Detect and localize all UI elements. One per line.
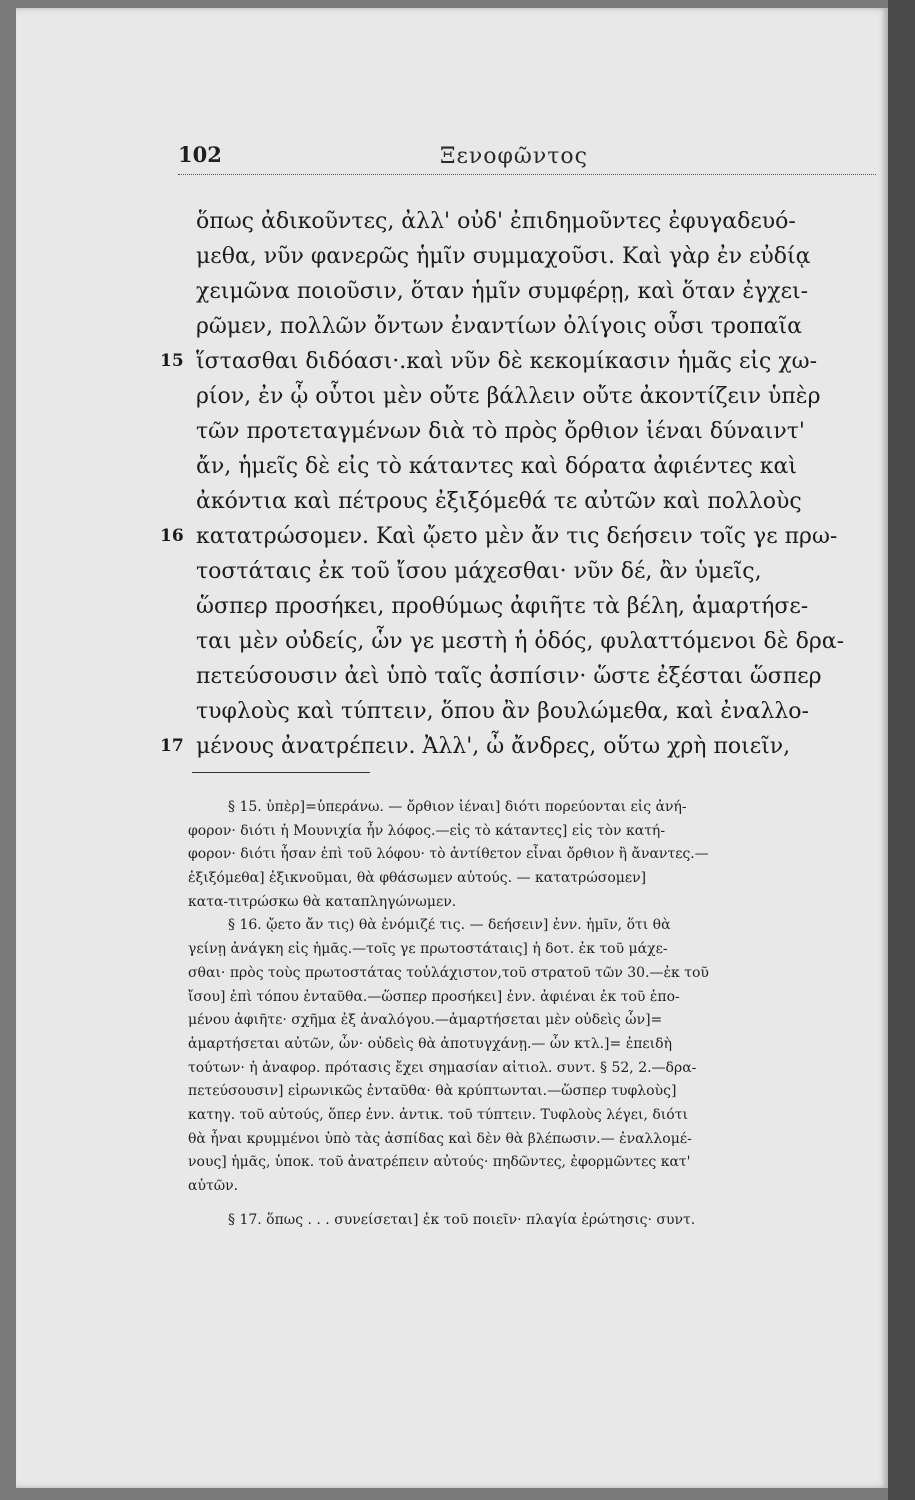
note-line: ἴσου] ἐπὶ τόπου ἐνταῦθα.—ὥσπερ προσήκει] ἐνν. ἀφιέναι ἐκ τοῦ ἑπο- [188, 988, 680, 1005]
text-line [150, 449, 890, 484]
text-line [150, 484, 890, 519]
text-line [150, 239, 890, 274]
line-text: πετεύσουσιν ἀεὶ ὑπὸ ταῖς ἀσπίσιν· ὥστε ἐξέσται ὥσπερ [196, 664, 822, 689]
text-line [150, 729, 890, 764]
note-line: νους] ἡμᾶς, ὑποκ. τοῦ ἀνατρέπειν αὐτούς· πηδῶντες, ἐφορμῶντες κατ' [188, 1154, 691, 1171]
note-line: § 15. ὑπὲρ]=ὑπεράνω. — ὄρθιον ἰέναι] διότι πορεύονται εἰς ἀνή- [228, 799, 687, 815]
commentary-notes [188, 796, 878, 1232]
note-line: πετεύσουσιν] εἰρωνικῶς ἐνταῦθα· θὰ κρύπτωνται.—ὥσπερ τυφλοὺς] [188, 1083, 677, 1100]
main-text [150, 204, 890, 764]
line-text: μένους ἀνατρέπειν. Ἀλλ', ὦ ἄνδρες, οὕτω χρὴ ποιεῖν, [196, 734, 791, 759]
note-line: § 17. ὅπως . . . συνείσεται] ἐκ τοῦ ποιεῖν· πλαγία ἐρώτησις· συντ. [228, 1211, 696, 1228]
line-text: κατατρώσομεν. Καὶ ᾤετο μὲν ἄν τις δεήσειν τοῖς γε πρω- [196, 524, 838, 549]
note-line: φορον· διότι ἡ Μουνιχία ἦν λόφος.—εἰς τὸ κάταντες] εἰς τὸν κατή- [188, 822, 666, 839]
note-line: § 16. ᾤετο ἄν τις) θὰ ἐνόμιζέ τις. — δεήσειν] ἐνν. ἡμῖν, ὅτι θὰ [228, 917, 671, 934]
text-line [150, 344, 890, 379]
line-text: ἄν, ἡμεῖς δὲ εἰς τὸ κάταντες καὶ δόρατα ἀφιέντες καὶ [196, 454, 798, 479]
line-text: ται μὲν οὐδείς, ὧν γε μεστὴ ἡ ὁδός, φυλαττόμενοι δὲ δρα- [196, 629, 845, 654]
note-line: τούτων· ἡ ἀναφορ. πρότασις ἔχει σημασίαν αἰτιολ. συντ. § 52, 2.—δρα- [188, 1059, 697, 1076]
note-line: ἁμαρτήσεται αὐτῶν, ὧν· οὐδεὶς θὰ ἀποτυγχάνῃ.— ὧν κτλ.]= ἐπειδὴ [188, 1035, 672, 1052]
line-text: ὅπως ἀδικοῦντες, ἀλλ' οὐδ' ἐπιδημοῦντες ἐφυγαδευό- [196, 209, 796, 234]
line-text: ρῶμεν, πολλῶν ὄντων ἐναντίων ὀλίγοις οὖσι τροπαῖα [196, 314, 802, 339]
note-line: γείνῃ ἀνάγκη εἰς ἡμᾶς.—τοῖς γε πρωτοστάταις] ἡ δοτ. ἐκ τοῦ μάχε- [188, 941, 668, 958]
line-text: ρίον, ἐν ᾧ οὗτοι μὲν οὔτε βάλλειν οὔτε ἀκοντίζειν ὑπὲρ [196, 384, 821, 409]
line-text: μεθα, νῦν φανερῶς ἡμῖν συμμαχοῦσι. Καὶ γὰρ ἐν εὐδίᾳ [196, 244, 811, 269]
line-text: ὥσπερ προσήκει, προθύμως ἀφιῆτε τὰ βέλη, ἁμαρτήσε- [196, 594, 809, 619]
line-text: ἀκόντια καὶ πέτρους ἐξιξόμεθά τε αὐτῶν καὶ πολλοὺς [196, 489, 802, 514]
note-line: αὐτῶν. [188, 1178, 239, 1194]
running-head: Ξενοφῶντος [440, 144, 588, 169]
note-line: μένου ἀφιῆτε· σχῆμα ἐξ ἀναλόγου.—ἁμαρτήσεται μὲν οὐδεὶς ὧν]= [188, 1012, 663, 1029]
section-number: 16 [160, 526, 184, 546]
section-number: 17 [160, 736, 184, 756]
text-line [150, 624, 890, 659]
line-text: χειμῶνα ποιοῦσιν, ὅταν ἡμῖν συμφέρῃ, καὶ ὅταν ἐγχει- [196, 279, 809, 304]
text-line [150, 694, 890, 729]
footnote-rule [192, 772, 370, 773]
text-line [150, 414, 890, 449]
text-line [150, 589, 890, 624]
note-line: κατηγ. τοῦ αὐτούς, ὅπερ ἐνν. ἀντικ. τοῦ τύπτειν. Τυφλοὺς λέγει, διότι [188, 1106, 688, 1123]
text-line [150, 554, 890, 589]
page-header [178, 142, 878, 182]
scan-edge [888, 0, 915, 1500]
line-text: ἵστασθαι διδόασι·.καὶ νῦν δὲ κεκομίκασιν ἡμᾶς εἰς χω- [196, 349, 818, 374]
line-text: τῶν προτεταγμένων διὰ τὸ πρὸς ὄρθιον ἰέναι δύναιντ' [196, 419, 805, 444]
section-number: 15 [160, 351, 184, 371]
text-line [150, 309, 890, 344]
note-line: φορον· διότι ἦσαν ἐπὶ τοῦ λόφου· τὸ ἀντίθετον εἶναι ὄρθιον ἢ ἄναντες.— [188, 846, 709, 863]
note-line: θὰ ἦναι κρυμμένοι ὑπὸ τὰς ἀσπίδας καὶ δὲν θὰ βλέπωσιν.— ἐναλλομέ- [188, 1130, 692, 1147]
page-number: 102 [178, 142, 222, 167]
text-line [150, 519, 890, 554]
note-line: σθαι· πρὸς τοὺς πρωτοστάτας τοὐλάχιστον,τοῦ στρατοῦ τῶν 30.—ἐκ τοῦ [188, 964, 709, 981]
line-text: τυφλοὺς καὶ τύπτειν, ὅπου ἂν βουλώμεθα, καὶ ἐναλλο- [196, 699, 809, 724]
text-line [150, 379, 890, 414]
note-line: ἐξιξόμεθα] ἐξικνοῦμαι, θὰ φθάσωμεν αὐτούς. — κατατρώσομεν] [188, 870, 647, 887]
text-line [150, 204, 890, 239]
text-line [150, 659, 890, 694]
line-text: τοστάταις ἐκ τοῦ ἴσου μάχεσθαι· νῦν δέ, ἂν ὑμεῖς, [196, 559, 762, 584]
note-line: κατα-τιτρώσκω θὰ καταπληγώνωμεν. [188, 893, 457, 910]
header-rule [178, 174, 876, 175]
text-line [150, 274, 890, 309]
